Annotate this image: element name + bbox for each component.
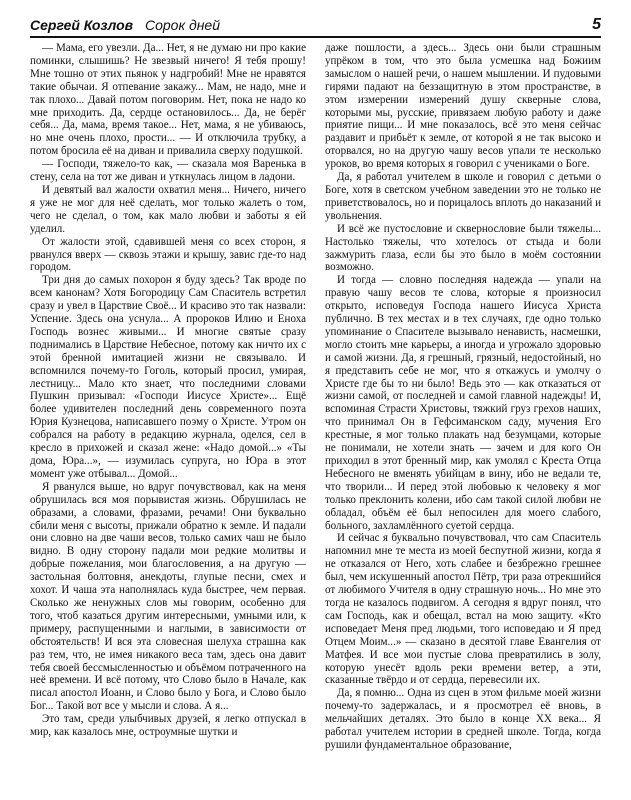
paragraph: И всё же пустословие и сквернословие были тяжелы... Настолько тяжелы, что хотелось от стыда и боли зажмурить глаза, если бы это было в моём состоянии возможно.	[325, 222, 601, 274]
paragraph: даже пошлости, а здесь... Здесь они были страшным упрёком в том, что это была усмешка над Божиим замыслом о нашей речи, о нашем мышлении. И пудовыми гирями падают на беззащитную в этом пространстве, в этом измерении измерений душу скверные слова, которыми мы, русские, привязаем любую работу и даже приятие пищи... И мне показалось, всё это меня сейчас раздавит и прибьёт к земле, от которой я не так высоко и оторвался, но на другую чашу весов упали те несколько уроков, во время которых я говорил с учениками о Боге.	[325, 42, 601, 171]
author-name: Сергей Козлов	[30, 17, 134, 33]
running-head	[30, 17, 220, 33]
paragraph: — Господи, тяжело-то как, — сказала моя Варенька в стену, села на тот же диван и уткнулась лицом в ладони.	[30, 158, 306, 184]
book-title: Сорок дней	[145, 17, 220, 33]
paragraph: Да, я работал учителем в школе и говорил с детьми о Боге, хотя в светском учебном заведении это не только не приветствовалось, но и порицалось вплоть до наказаний и увольнения.	[325, 171, 601, 222]
paragraph: И девятый вал жалости охватил меня... Ничего, ничего я уже не мог для неё сделать, мог только жалеть о том, чего не сделал, о том, как мало любви и заботы я ей уделил.	[30, 183, 306, 235]
paragraph: Это там, среди улыбчивых друзей, я легко отпускал в мир, как казалось мне, остроумные шутки и	[30, 713, 306, 739]
paragraph: — Мама, его увезли. Да... Нет, я не думаю ни про какие поминки, слышишь? Не звезвый ничего! Я тебя прошу! Мне тошно от этих пьянок у надгробий! Мне не нравятся такие обычаи. Я отпевание закажу... Мам, не надо, мне и так плохо... Давай потом поговорим. Нет, пока не надо ко мне приходить. Да, сердце остановилось... Да, не берёг себя... Да, мама, время такое... Нет, мама, я не убиваюсь, но мне очень плохо, прости... — И отключила трубку, а потом бросила её на диван и привалила сверху подушкой.	[30, 42, 306, 158]
page-header	[30, 14, 601, 38]
paragraph: От жалости этой, сдавившей меня со всех сторон, я рванулся вверх — сквозь этажи и крышу, завис где-то над городом.	[30, 235, 306, 274]
left-column	[30, 42, 306, 796]
text-body	[30, 42, 601, 796]
right-column	[325, 42, 601, 796]
page-number: 5	[592, 16, 601, 33]
paragraph: Да, я помню... Одна из сцен в этом фильме моей жизни почему-то задержалась, и я просмотрел её вновь, в мельчайших деталях. Это было в конце ХХ века... Я работал учителем истории в средней школе. Тогда, когда рушили фундаментальное образование,	[325, 687, 601, 751]
paragraph: И сейчас я буквально почувствовал, что сам Спаситель напомнил мне те места из моей беспутной жизни, когда я не отказался от Него, хоть слабее и безбрежно грешнее был, чем искушенный апостол Пётр, три раза отрекшийся от любимого Учителя в одну страшную ночь... Но мне это тогда не казалось подвигом. А сегодня я вдруг понял, что сам Господь, как и обещал, встал на мою защиту. «Кто исповедает Меня пред людьми, того исповедаю и Я пред Отцем Моим...» — сказано в десятой главе Евангелия от Матфея. И все мои пустые слова превратились в золу, которую унесёт вдоль реки времени ветер, а эти, сказанные твёрдо и от сердца, перевесили их.	[325, 532, 601, 687]
paragraph: И тогда — словно последняя надежда — упали на правую чашу весов те слова, которые я произносил открыто, исповедуя Господа нашего Иисуса Христа публично. В тех местах и в тех случаях, где одно только упоминание о Спасителе вызывало ненависть, насмешки, могло стоить мне карьеры, а иногда и угрожало здоровью и самой жизни. Да, я грешный, грязный, недостойный, но я представить себе не мог, что я откажусь и умолчу о Христе где бы то ни было! Ведь это — как отказаться от жизни самой, от последней и самой главной надежды! И, вспоминая Страсти Христовы, тяжкий груз грехов наших, что принимал Он в Гефсиманском саду, мучения Его крестные, я мог только плакать над безумцами, которые не понимали, не хотели знать — зачем и для кого Он приходил в этот бренный мир, как умолял с Креста Отца Небесного не вменять убийцам в вину, ибо не ведали те, что творили... И перед этой любовью к человеку я мог только преклонить колени, ибо сам такой силой любви не обладал, объём её был непосилен для моего слабого, больного, захламлённого суетой сердца.	[325, 274, 601, 532]
paragraph: Три дня до самых похорон я буду здесь? Так вроде по всем канонам? Хотя Богородицу Сам Спаситель встретил сразу и увел в Царствие Своё... И красиво это так назвали: Успение. Здесь она уснула... А пророков Илию и Еноха Господь вознес живыми... И многие святые сразу поднимались в Царствие Небесное, потому как ничто их с этой бренной имитацией жизни не связывало. И вспомнился почему-то Гоголь, который просил, умирая, лестницу... Мало кто знает, что последними словами Пушкин призывал: «Господи Иисусе Христе»... Ещё более удивителен последний день современного поэта Юрия Кузнецова, написавшего поэму о Христе. Утром он собрался на работу в редакцию журнала, оделся, сел в кресло в прихожей и сказал жене: «Надо домой...» «Ты дома, Юра...», — изумилась супруга, но Юра в этот момент уже отбывал... Домой...	[30, 274, 306, 480]
paragraph: Я рванулся выше, но вдруг почувствовал, как на меня обрушилась вся моя порывистая жизнь. Обрушилась не образами, а словами, фразами, речами! Они буквально сбили меня с высоты, прижали обратно к земле. И падали они словно на две чаши весов, только самих чаш не было видно. В одну сторону падали мои редкие молитвы и добрые пожелания, мои благословения, а на другую — застольная болтовня, анекдоты, глупые песни, смех и хохот. И чаша эта наполнялась куда быстрее, чем первая. Сколько же ненужных слов мы говорим, особенно для того, чтоб казаться другим интересными, умными или, к примеру, распущенными и наглыми, в зависимости от обстоятельств! И вся эта словесная шелуха страшна как раз тем, что, не имея никакого веса там, здесь она давит тебя своей бессмысленностью и объёмом потраченного на неё времени. И всё потому, что Слово было в Начале, как писал апостол Иоанн, и Слово было у Бога, и Слово было Бог... Такой вот все у мысли и слова. А я...	[30, 480, 306, 713]
